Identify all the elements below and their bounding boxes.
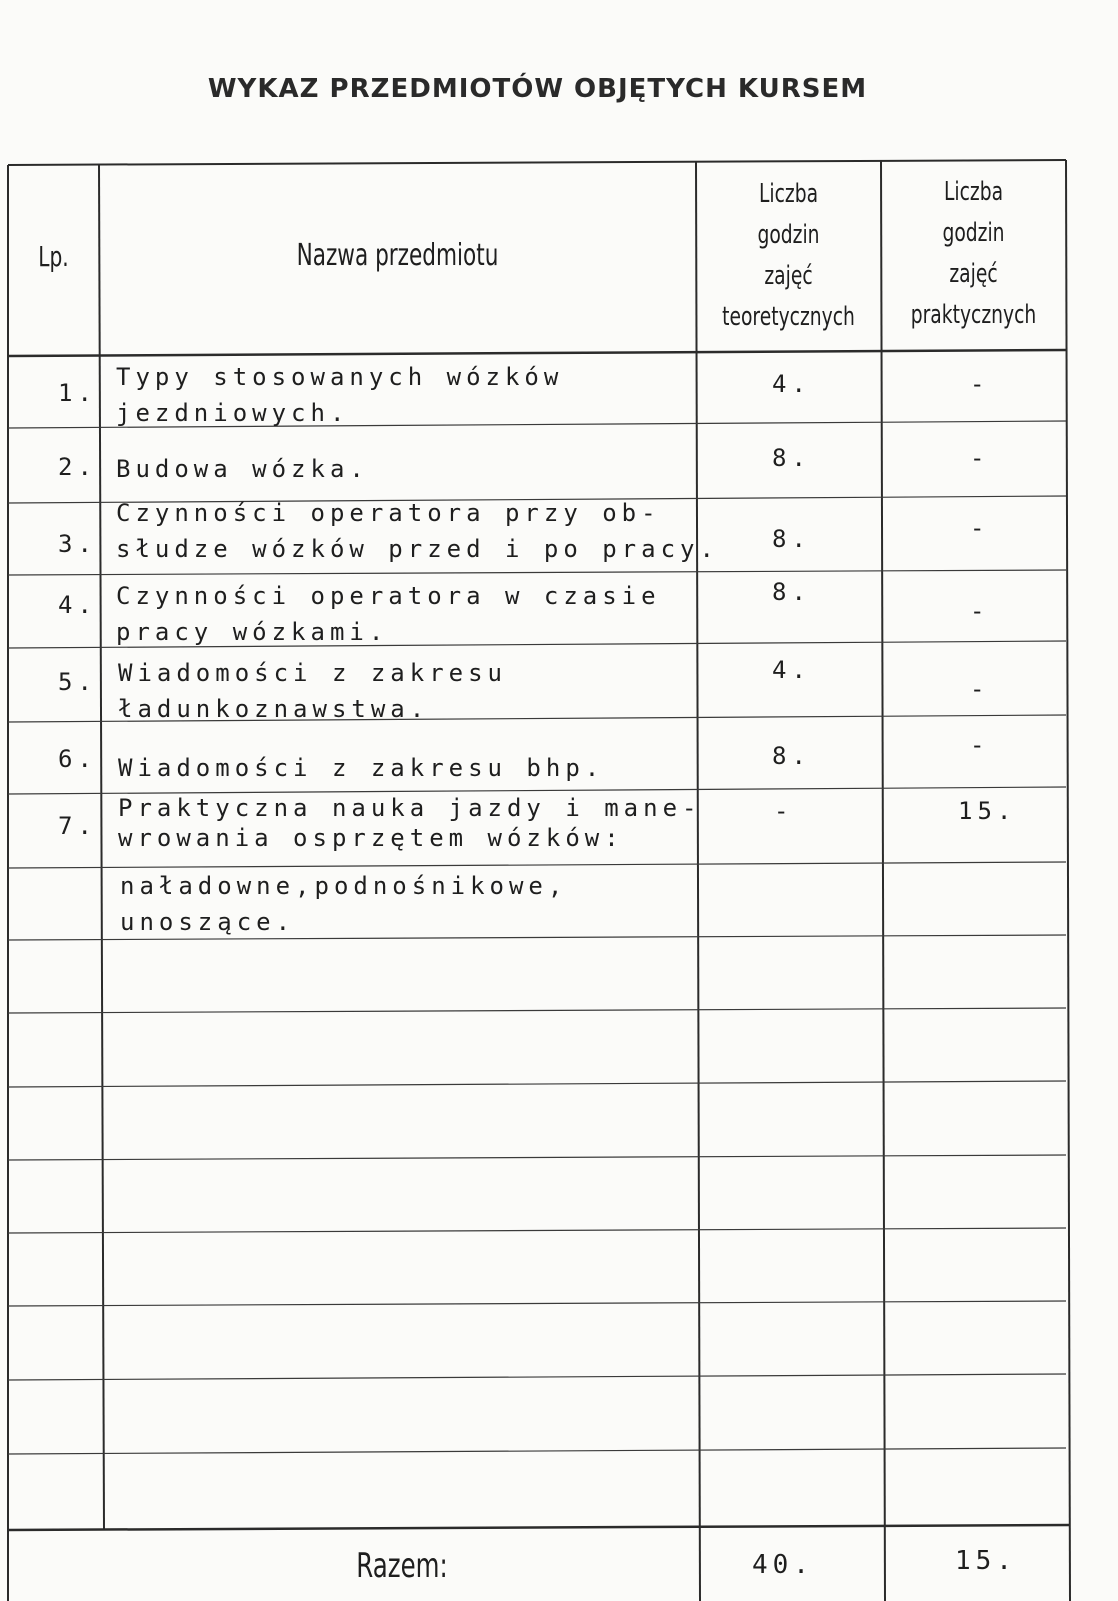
header-theory-line: godzin (757, 220, 820, 250)
theory-hours: 8. (772, 578, 811, 606)
subject-line: Wiadomości z zakresu (118, 659, 507, 687)
row-number: 3. (58, 530, 97, 558)
practice-hours: - (970, 370, 990, 398)
subject-name (116, 451, 369, 487)
header-practice-line: praktycznych (910, 300, 1037, 330)
row-number: 6. (58, 745, 97, 773)
practice-hours: - (970, 514, 990, 542)
subject-line: jezdniowych. (116, 399, 350, 427)
row-number: 4. (58, 591, 97, 619)
subject-name (116, 359, 563, 431)
header-practice-line: Liczba (943, 177, 1004, 207)
subject-name (116, 578, 661, 650)
subject-line: pracy wózkami. (116, 618, 389, 646)
subject-line: ładunkoznawstwa. (118, 695, 430, 723)
subject-name (118, 793, 701, 853)
theory-hours: 8. (772, 742, 811, 770)
header-practice-line: zajęć (949, 259, 998, 289)
header-theory (722, 174, 855, 338)
row-number: 7. (58, 812, 97, 840)
subject-line: Typy stosowanych wózków (116, 363, 564, 391)
header-name: Nazwa przedmiotu (296, 238, 499, 273)
header-practice (907, 172, 1040, 336)
practice-hours: - (970, 731, 990, 759)
subject-line: słudze wózków przed i po pracy. (116, 535, 719, 563)
subject-line: Czynności operatora przy ob- (116, 499, 661, 527)
subject-name (120, 868, 567, 940)
row-number: 2. (58, 453, 97, 481)
header-theory-line: Liczba (758, 179, 819, 209)
theory-hours: 8. (772, 525, 811, 553)
header-lp: Lp. (38, 240, 69, 273)
theory-hours: 4. (772, 370, 811, 398)
subject-name (116, 495, 719, 567)
row-number: 1. (58, 379, 97, 407)
practice-hours: - (970, 597, 990, 625)
subject-line: wrowania osprzętem wózków: (118, 824, 624, 852)
practice-hours: 15. (958, 797, 1017, 825)
header-theory-line: teoretycznych (722, 302, 855, 332)
subject-line: Wiadomości z zakresu bhp. (118, 754, 605, 782)
subject-name (118, 655, 507, 727)
subject-line: Czynności operatora w czasie (116, 582, 661, 610)
total-label: Razem: (356, 1546, 448, 1586)
subject-name (118, 750, 604, 786)
practice-hours: - (970, 444, 990, 472)
theory-hours: 4. (772, 656, 811, 684)
theory-hours: 8. (772, 444, 811, 472)
total-practice-hours: 15. (955, 1546, 1017, 1576)
practice-hours: - (970, 675, 990, 703)
total-theory-hours: 40. (752, 1550, 814, 1580)
header-theory-line: zajęć (764, 261, 813, 291)
theory-hours: - (774, 797, 794, 825)
subject-line: naładowne,podnośnikowe, (120, 872, 568, 900)
row-number: 5. (58, 668, 97, 696)
subject-line: Budowa wózka. (116, 455, 369, 483)
page-title: WYKAZ PRZEDMIOTÓW OBJĘTYCH KURSEM (207, 74, 868, 104)
subject-line: Praktyczna nauka jazdy i mane- (118, 794, 702, 822)
subject-line: unoszące. (120, 908, 296, 936)
header-practice-line: godzin (942, 218, 1005, 248)
